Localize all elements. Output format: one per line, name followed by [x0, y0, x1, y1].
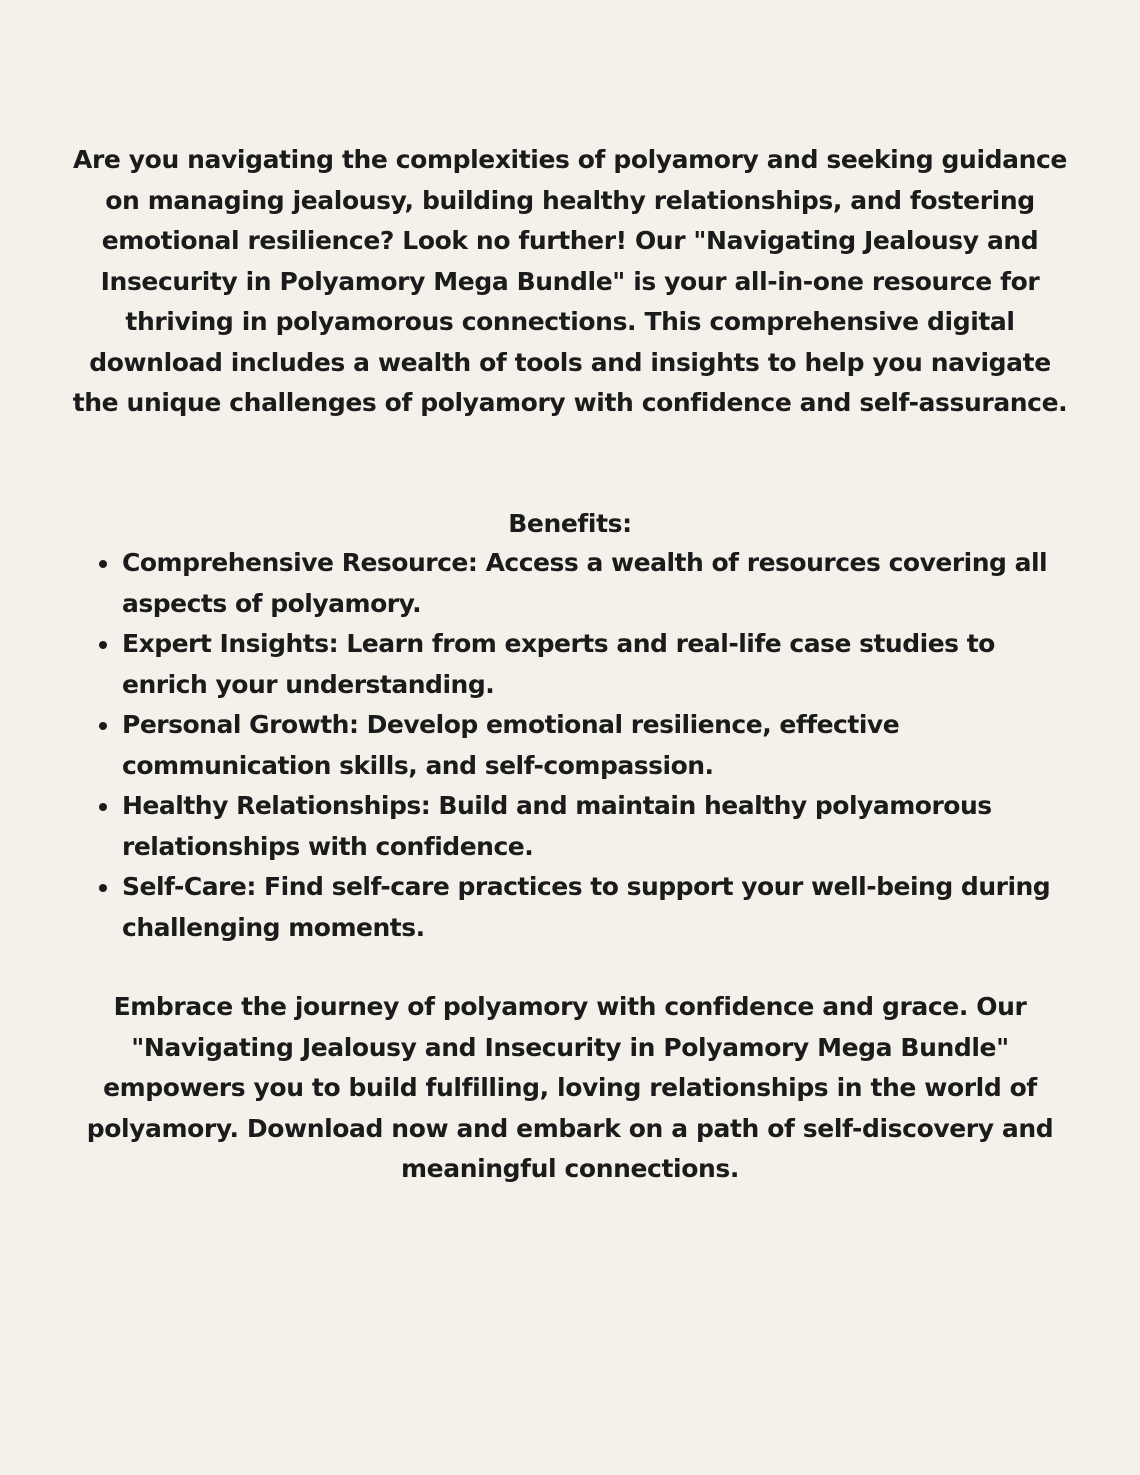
benefit-text: Expert Insights: Learn from experts and real-life case studies to enrich your understanding. [122, 629, 995, 699]
benefit-text: Comprehensive Resource: Access a wealth of resources covering all aspects of polyamory. [122, 548, 1048, 618]
benefit-text: Personal Growth: Develop emotional resilience, effective communication skills, and self-compassion. [122, 710, 900, 780]
benefit-item [122, 786, 1072, 867]
benefit-item [122, 543, 1072, 624]
bullet-icon [99, 884, 107, 892]
benefit-item [122, 624, 1072, 705]
benefit-text: Self-Care: Find self-care practices to support your well-being during challenging moments. [122, 872, 1051, 942]
bullet-icon [99, 722, 107, 730]
benefits-heading: Benefits: [508, 509, 632, 538]
benefit-text: Healthy Relationships: Build and maintain healthy polyamorous relationships with confidence. [122, 791, 992, 861]
benefit-item [122, 705, 1072, 786]
bullet-icon [99, 803, 107, 811]
outro-paragraph: Embrace the journey of polyamory with confidence and grace. Our "Navigating Jealousy and Insecurity in Polyamory Mega Bundle" empowers you to build fulfilling, loving relationships in the world of polyamory. Download now and embark on a path of self-discovery and meaningful connections. [86, 992, 1054, 1183]
benefits-list [122, 543, 1072, 948]
bullet-icon [99, 560, 107, 568]
benefit-item [122, 867, 1072, 948]
intro-paragraph: Are you navigating the complexities of polyamory and seeking guidance on managing jealousy, building healthy relationships, and fostering emotional resilience? Look no further! Our "Navigating Jealousy and Insecurity in Polyamory Mega Bundle" is your all-in-one resource for thriving in polyamorous connections. This comprehensive digital download includes a wealth of tools and insights to help you navigate the unique challenges of polyamory with confidence and self-assurance. [72, 145, 1068, 417]
bullet-icon [99, 641, 107, 649]
